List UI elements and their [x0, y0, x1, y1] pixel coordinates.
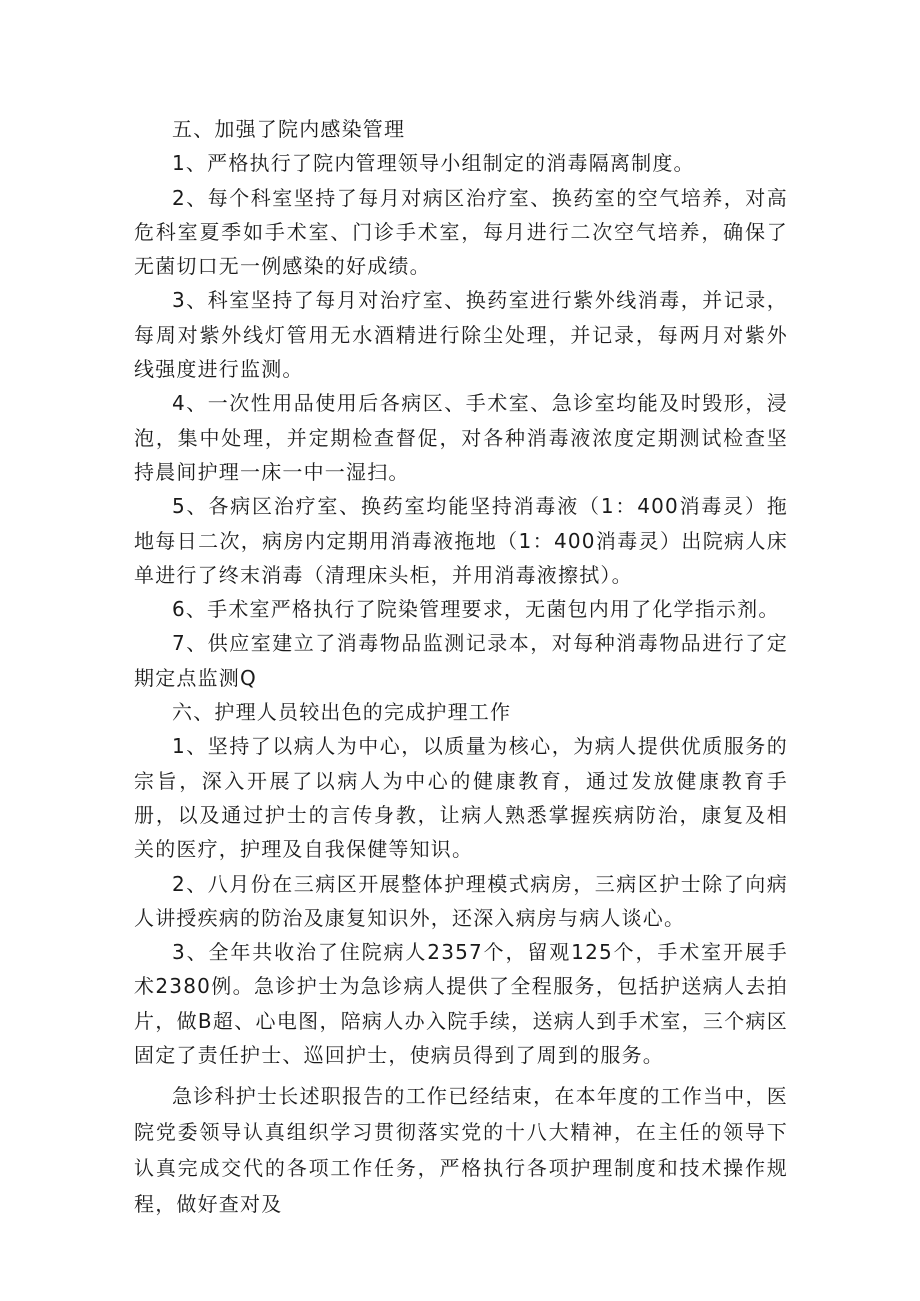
paragraph-item: 1、严格执行了院内管理领导小组制定的消毒隔离制度。 — [172, 151, 695, 176]
document-body — [134, 112, 788, 1222]
paragraph-item: 4、一次性用品使用后各病区、手术室、急诊室均能及时毁形，浸泡，集中处理，并定期检查督促，对各种消毒液浓度定期测试检查坚持晨间护理一床一中一湿扫。 — [134, 391, 788, 484]
paragraph-item: 6、手术室严格执行了院染管理要求，无菌包内用了化学指示剂。 — [172, 597, 780, 622]
closing-paragraph: 急诊科护士长述职报告的工作已经结束，在本年度的工作当中，医院党委领导认真组织学习贯彻落实党的十八大精神，在主任的领导下认真完成交代的各项工作任务，严格执行各项护理制度和技术操作规程，做好查对及 — [134, 1084, 788, 1217]
section-heading-nursing-work: 六、护理人员较出色的完成护理工作 — [172, 700, 512, 725]
paragraph-item: 7、供应室建立了消毒物品监测记录本，对每种消毒物品进行了定期定点监测Q — [134, 631, 788, 690]
section-heading-infection-control: 五、加强了院内感染管理 — [172, 117, 406, 141]
paragraph-item: 2、每个科室坚持了每月对病区治疗室、换药室的空气培养，对高危科室夏季如手术室、门诊手术室，每月进行二次空气培养，确保了无菌切口无一例感染的好成绩。 — [134, 185, 788, 279]
paragraph-item: 5、各病区治疗室、换药室均能坚持消毒液（1：400消毒灵）拖地每日二次，病房内定期用消毒液拖地（1：400消毒灵）出院病人床单进行了终末消毒（清理床头柜，并用消毒液擦拭）。 — [134, 494, 788, 587]
paragraph-item: 2、八月份在三病区开展整体护理模式病房，三病区护士除了向病人讲授疾病的防治及康复知识外，还深入病房与病人谈心。 — [134, 871, 788, 930]
paragraph-item: 3、科室坚持了每月对治疗室、换药室进行紫外线消毒，并记录，每周对紫外线灯管用无水酒精进行除尘处理，并记录，每两月对紫外线强度进行监测。 — [134, 288, 788, 382]
paragraph-item: 3、全年共收治了住院病人2357个，留观125个，手术室开展手术2380例。急诊护士为急诊病人提供了全程服务，包括护送病人去拍片，做B超、心电图，陪病人办入院手续，送病人到手术室，三个病区固定了责任护士、巡回护士，使病员得到了周到的服务。 — [134, 940, 788, 1068]
paragraph-item: 1、坚持了以病人为中心，以质量为核心，为病人提供优质服务的宗旨，深入开展了以病人为中心的健康教育，通过发放健康教育手册，以及通过护士的言传身教，让病人熟悉掌握疾病防治，康复及相关的医疗，护理及自我保健等知识。 — [134, 734, 788, 862]
